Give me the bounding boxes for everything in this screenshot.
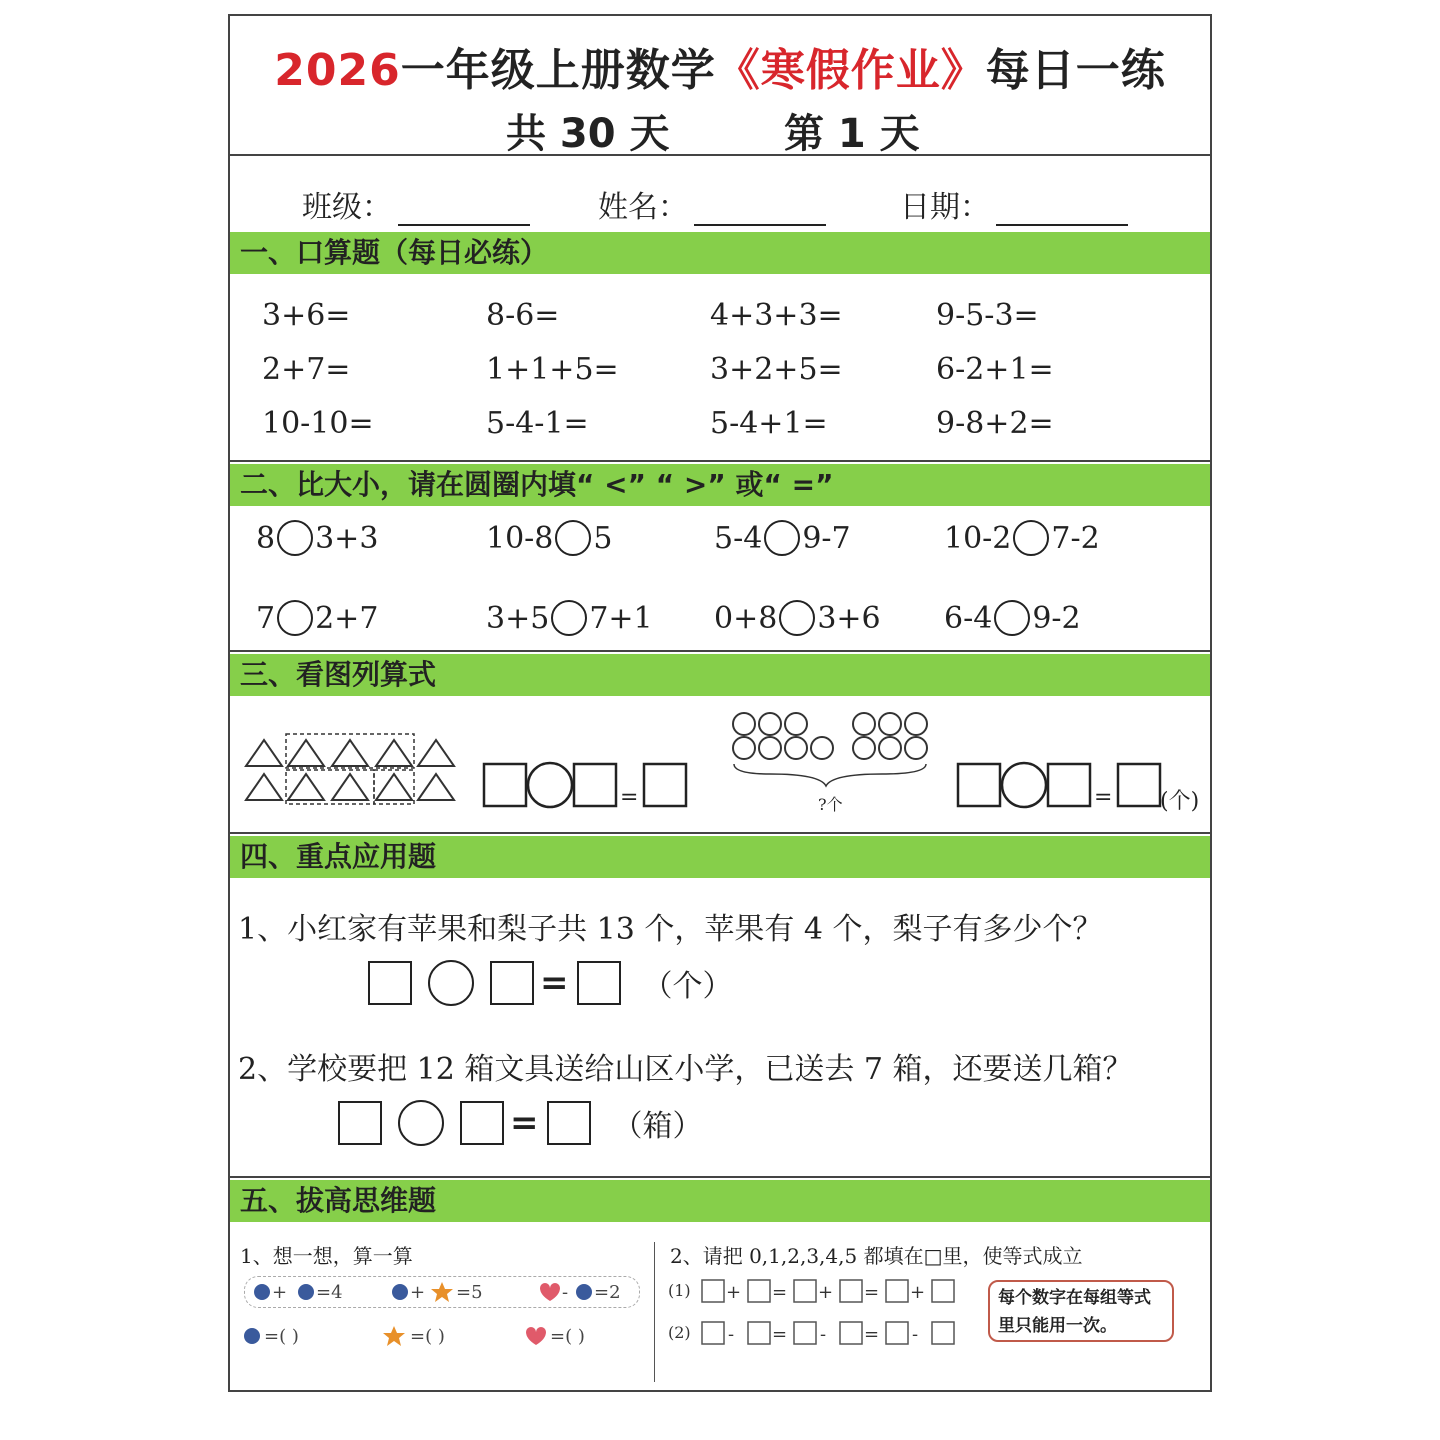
date-field[interactable]: 日期： — [900, 182, 1128, 226]
symbol-equations — [244, 1276, 644, 1366]
answer-row-1[interactable]: = （个） — [368, 960, 733, 1006]
compare-circle[interactable] — [277, 600, 313, 636]
answer-row-2[interactable]: = （箱） — [338, 1100, 703, 1146]
equals-sign: = — [620, 785, 639, 810]
mental-math-item: 5-4+1= — [710, 406, 828, 441]
blue-dot-icon — [254, 1284, 270, 1300]
svg-text:-: - — [562, 1282, 569, 1303]
svg-text:=( ): =( ) — [264, 1326, 299, 1347]
word-problem-2: 2、学校要把 12 箱文具送给山区小学，已送去 7 箱，还要送几箱？ — [238, 1052, 1133, 1087]
svg-text:=: = — [772, 1282, 788, 1303]
class-field[interactable]: 班级： — [302, 182, 530, 226]
total-days: 共 30 天 — [506, 111, 670, 157]
svg-text:-: - — [820, 1324, 827, 1345]
name-field[interactable]: 姓名： — [598, 182, 826, 226]
hint-note: 每个数字在每组等式里只能用一次。 — [988, 1280, 1174, 1342]
compare-circle[interactable] — [994, 600, 1030, 636]
mental-math-item: 9-5-3= — [936, 298, 1039, 333]
mental-math-item: 5-4-1= — [486, 406, 589, 441]
compare-item: 6-4 9-2 — [944, 600, 1081, 636]
section-3-heading: 三、看图列算式 — [230, 654, 1210, 696]
circle-group — [733, 713, 927, 786]
svg-text:+: + — [410, 1282, 426, 1303]
triangle-group — [246, 734, 454, 804]
equation-boxes-left — [484, 763, 686, 807]
section-4-heading: 四、重点应用题 — [230, 836, 1210, 878]
fill-in-boxes — [668, 1274, 968, 1364]
compare-circle[interactable] — [764, 520, 800, 556]
mental-math-item: 6-2+1= — [936, 352, 1054, 387]
picture-equation-area — [230, 696, 1210, 830]
brace-label: ?个 — [818, 795, 843, 814]
header — [230, 16, 1210, 156]
mental-math-item: 8-6= — [486, 298, 560, 333]
thinking-left-title: 1、想一想，算一算 — [240, 1244, 413, 1268]
blue-dot-icon — [298, 1284, 314, 1300]
compare-item: 10-8 5 — [486, 520, 613, 556]
compare-circle[interactable] — [551, 600, 587, 636]
title-highlight: 《寒假作业》 — [715, 45, 986, 96]
current-day: 第 1 天 — [784, 111, 920, 157]
svg-text:-: - — [728, 1324, 735, 1345]
svg-text:+: + — [910, 1282, 926, 1303]
svg-text:=( ): =( ) — [550, 1326, 585, 1347]
word-problem-1: 1、小红家有苹果和梨子共 13 个，苹果有 4 个，梨子有多少个？ — [238, 912, 1103, 947]
mental-math-item: 9-8+2= — [936, 406, 1054, 441]
compare-item: 8 3+3 — [256, 520, 379, 556]
divider — [230, 1176, 1210, 1178]
svg-text:=5: =5 — [456, 1282, 483, 1303]
column-divider — [654, 1242, 655, 1382]
heart-icon — [526, 1327, 546, 1345]
blue-dot-icon — [576, 1284, 592, 1300]
svg-text:+: + — [818, 1282, 834, 1303]
star-icon — [431, 1282, 453, 1302]
thinking-right-title: 2、请把 0,1,2,3,4,5 都填在□里，使等式成立 — [670, 1244, 1083, 1268]
divider — [230, 460, 1210, 462]
mental-math-item: 10-10= — [262, 406, 374, 441]
compare-circle[interactable] — [779, 600, 815, 636]
svg-text:-: - — [912, 1324, 919, 1345]
divider — [230, 832, 1210, 834]
section-2-heading: 二、比大小，请在圆圈内填“ <” “ >” 或“ =” — [230, 464, 1210, 506]
blue-dot-icon — [392, 1284, 408, 1300]
svg-text:=2: =2 — [594, 1282, 621, 1303]
worksheet — [228, 14, 1212, 1392]
star-icon — [383, 1326, 405, 1346]
svg-text:(2): (2) — [668, 1323, 691, 1342]
blue-dot-icon — [244, 1328, 260, 1344]
svg-text:+: + — [726, 1282, 742, 1303]
title-end: 每日一练 — [985, 45, 1166, 96]
compare-item: 10-2 7-2 — [944, 520, 1100, 556]
section-1-heading: 一、口算题（每日必练） — [230, 232, 1210, 274]
page-title — [230, 34, 1210, 98]
svg-text:=( ): =( ) — [410, 1326, 445, 1347]
equation-boxes-right — [958, 763, 1160, 807]
mental-math-item: 3+6= — [262, 298, 351, 333]
section-5-heading: 五、拔高思维题 — [230, 1180, 1210, 1222]
compare-circle[interactable] — [555, 520, 591, 556]
divider — [230, 650, 1210, 652]
compare-item: 0+8 3+6 — [714, 600, 881, 636]
compare-item: 7 2+7 — [256, 600, 379, 636]
compare-circle[interactable] — [1013, 520, 1049, 556]
title-year: 2026 — [274, 45, 401, 96]
compare-item: 5-4 9-7 — [714, 520, 851, 556]
svg-text:=: = — [864, 1324, 880, 1345]
mental-math-item: 2+7= — [262, 352, 351, 387]
svg-text:=: = — [864, 1282, 880, 1303]
title-middle: 一年级上册数学 — [400, 45, 716, 96]
unit-label: (个) — [1160, 789, 1200, 814]
svg-text:(1): (1) — [668, 1281, 691, 1300]
mental-math-item: 3+2+5= — [710, 352, 843, 387]
equals-sign: = — [1094, 785, 1113, 810]
compare-item: 3+5 7+1 — [486, 600, 653, 636]
mental-math-item: 4+3+3= — [710, 298, 843, 333]
svg-text:=: = — [772, 1324, 788, 1345]
svg-text:+: + — [272, 1282, 288, 1303]
heart-icon — [540, 1283, 560, 1301]
mental-math-item: 1+1+5= — [486, 352, 619, 387]
svg-text:=4: =4 — [316, 1282, 343, 1303]
compare-circle[interactable] — [277, 520, 313, 556]
